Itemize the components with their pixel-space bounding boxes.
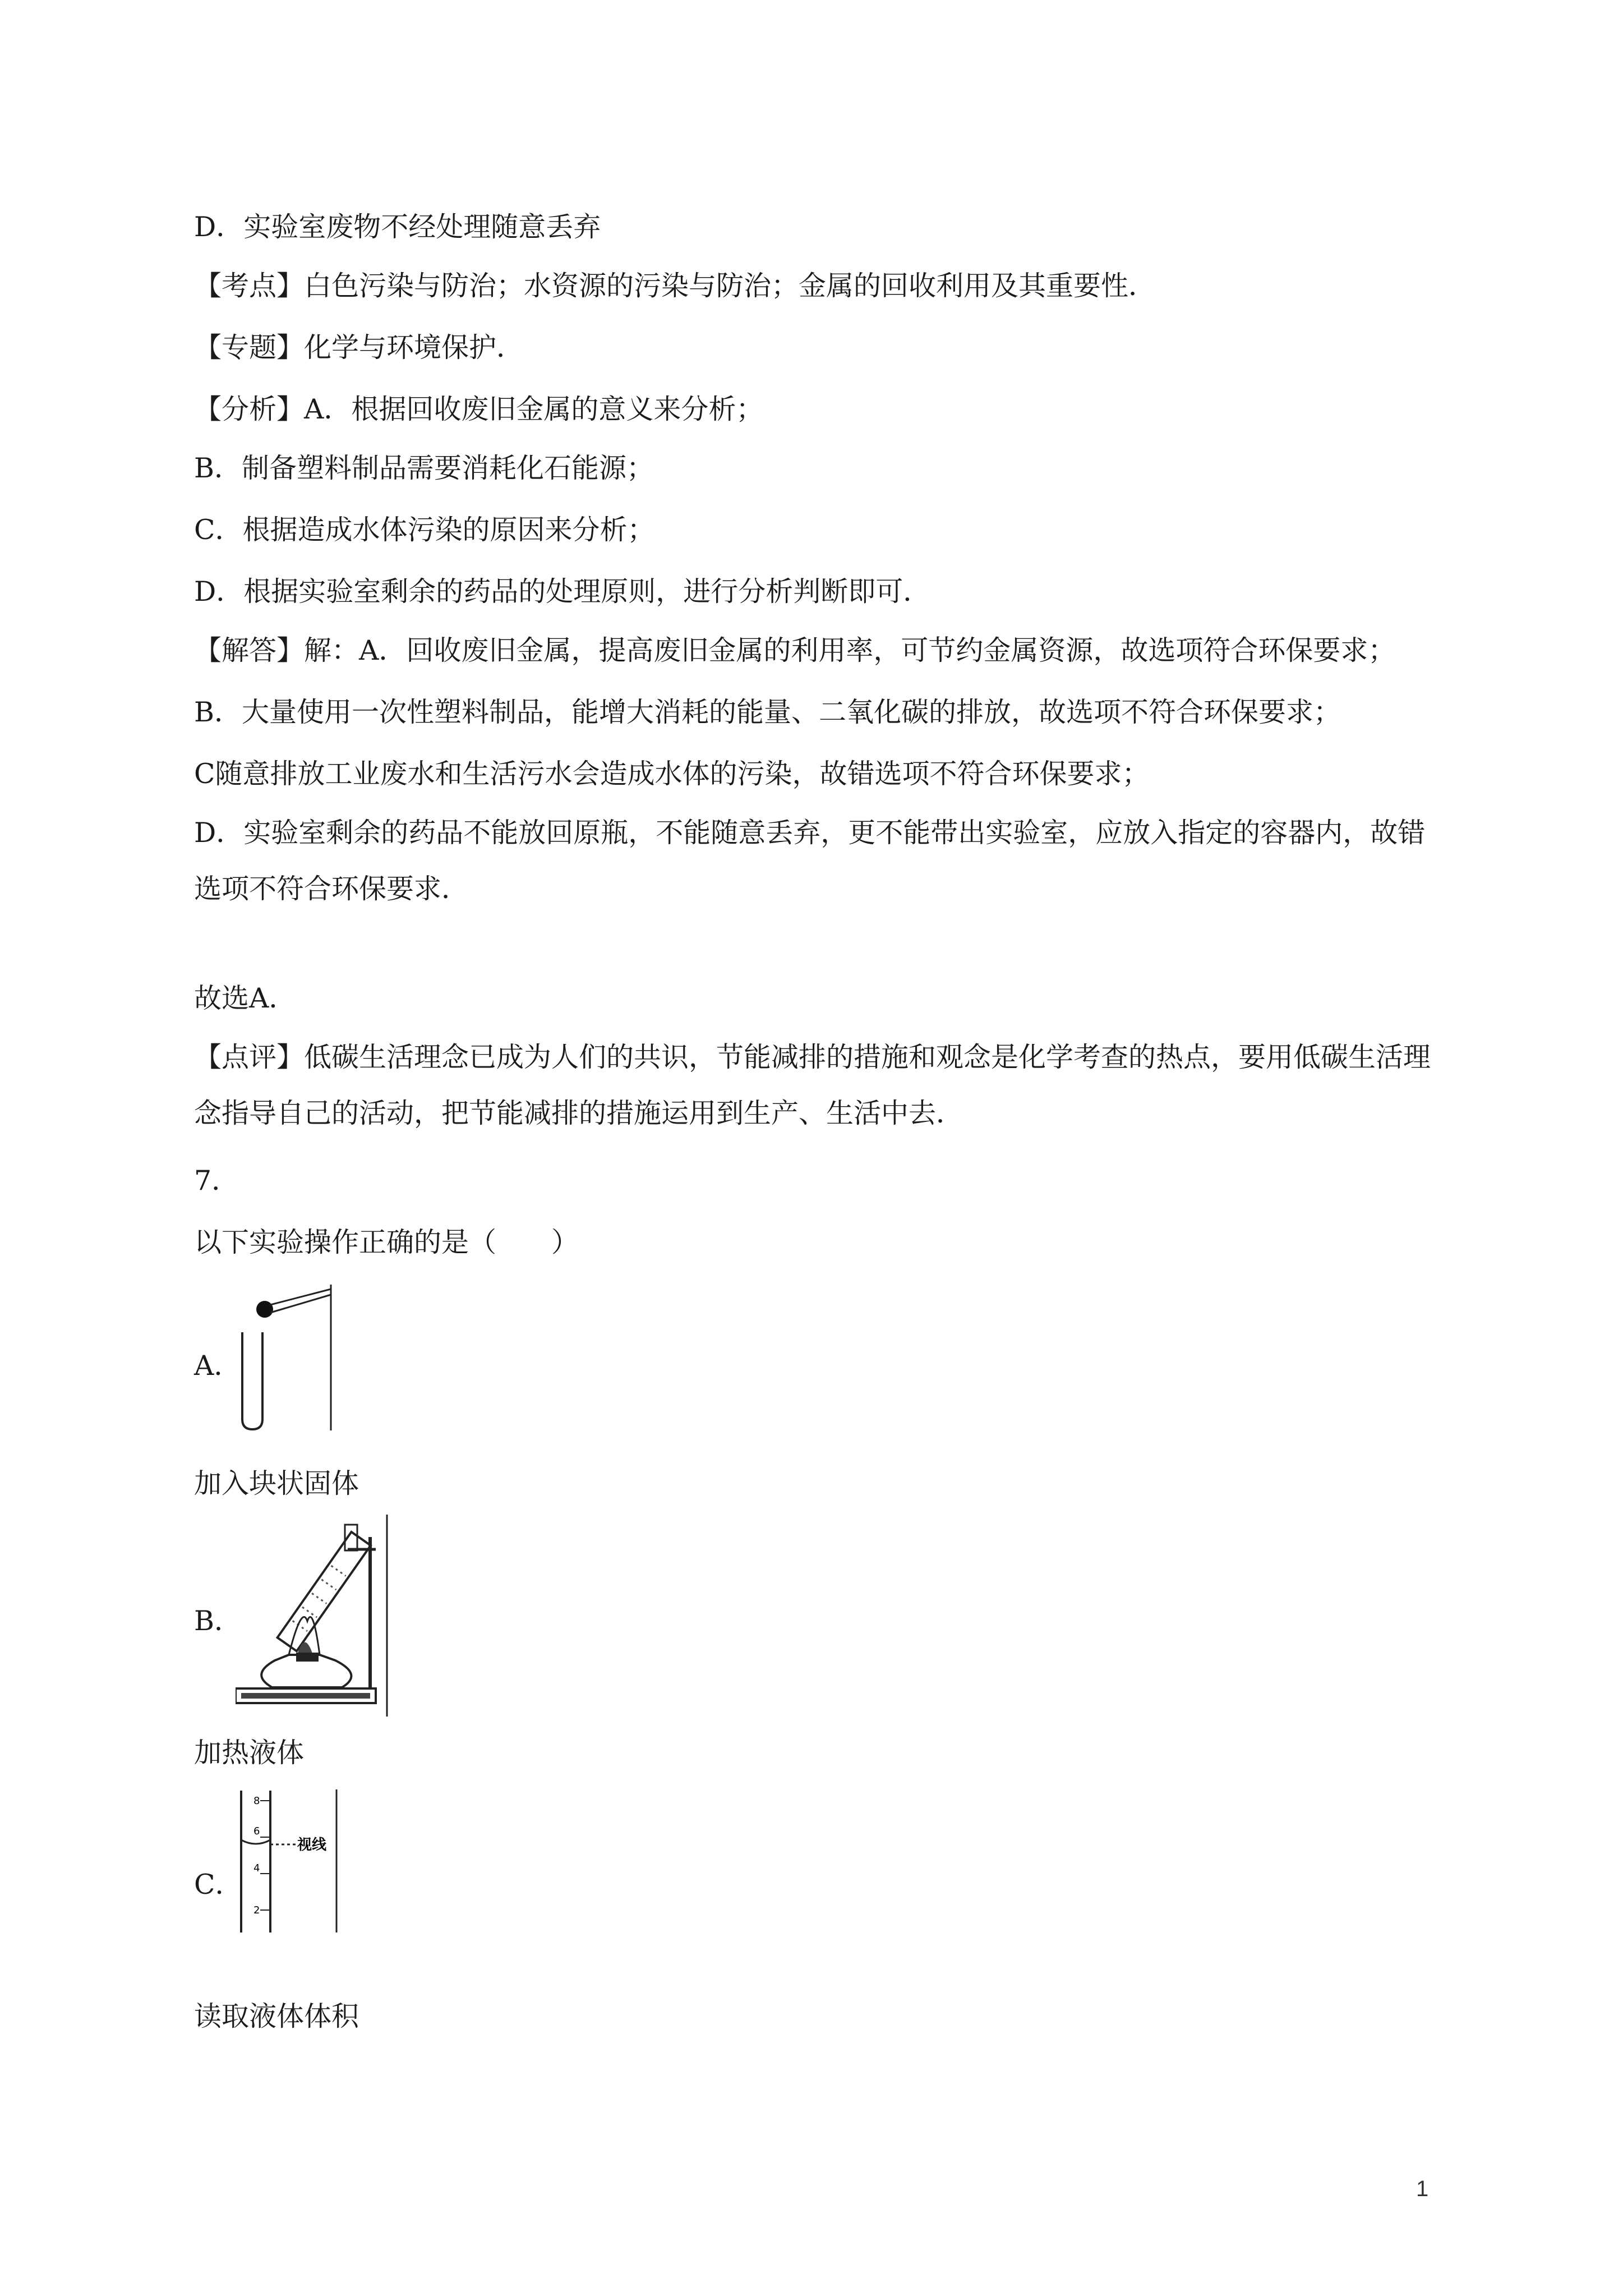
option-a-figure [236,1285,342,1433]
text-line: C随意排放工业废水和生活污水会造成水体的污染，故错选项不符合环保要求； [194,758,1150,790]
cylinder-tick-label: 8 [253,1795,260,1807]
option-b-figure [236,1515,393,1717]
question-number: 7． [194,1165,239,1197]
text-line: 【考点】白色污染与防治；水资源的污染与防治；金属的回收利用及其重要性． [194,270,1156,302]
text-line: 故选A． [194,982,297,1014]
question-stem: 以下实验操作正确的是（ ） [194,1226,579,1258]
sight-line-label: 视线 [297,1837,327,1853]
text-line: 【解答】解：A．回收废旧金属，提高废旧金属的利用率，可节约金属资源，故选项符合环保要求； [194,634,1396,666]
option-c-figure [236,1789,342,1935]
text-line: C．根据造成水体污染的原因来分析； [194,514,655,546]
text-line: B．大量使用一次性塑料制品，能增大消耗的能量、二氧化碳的排放，故选项不符合环保要求； [194,696,1341,728]
cylinder-tick-label: 2 [253,1904,260,1916]
option-c-label: C． [194,1869,243,1901]
cylinder-tick-label: 4 [253,1862,260,1874]
option-c-caption: 读取液体体积 [194,2000,359,2032]
text-line: D．实验室废物不经处理随意丢弃 [194,211,601,243]
text-line: B．制备塑料制品需要消耗化石能源； [194,452,654,484]
option-a-label: A． [194,1350,242,1382]
option-a-caption: 加入块状固体 [194,1467,359,1499]
text-paragraph: 【点评】低碳生活理念已成为人们的共识，节能减排的措施和观念是化学考查的热点，要用低碳生活理念指导自己的活动，把节能减排的措施运用到生产、生活中去． [194,1041,1431,1129]
page-number: 1 [1416,2177,1429,2201]
option-b-caption: 加热液体 [194,1737,305,1769]
cylinder-tick-label: 6 [253,1825,260,1837]
text-paragraph: D．实验室剩余的药品不能放回原瓶，不能随意丢弃，更不能带出实验室，应放入指定的容器内，故错选项不符合环保要求． [194,817,1426,905]
text-line: D．根据实验室剩余的药品的处理原则，进行分析判断即可． [194,576,931,608]
text-line: 【专题】化学与环境保护． [194,332,524,364]
option-b-label: B． [194,1605,242,1637]
text-line: 【分析】A．根据回收废旧金属的意义来分析； [194,393,764,425]
